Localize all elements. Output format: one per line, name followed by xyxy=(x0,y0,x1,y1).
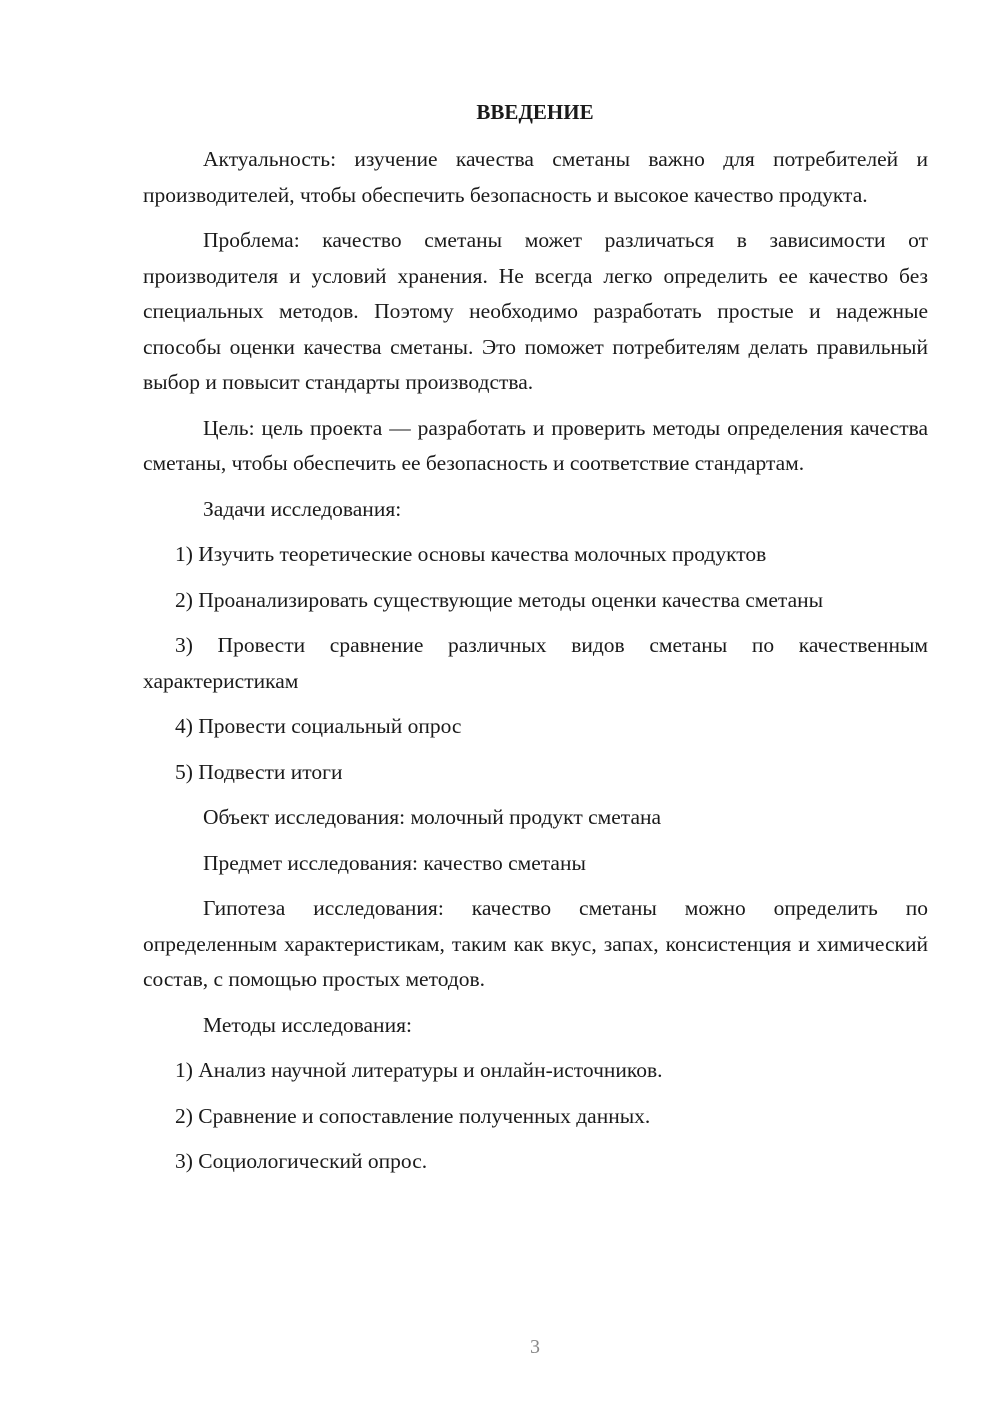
document-body xyxy=(143,142,928,1190)
task-item: 4) Провести социальный опрос xyxy=(175,714,462,738)
subject-paragraph: Предмет исследования: качество сметаны xyxy=(203,850,586,875)
method-item: 1) Анализ научной литературы и онлайн-источников. xyxy=(175,1058,663,1082)
tasks-label: Задачи исследования: xyxy=(203,496,402,521)
method-item: 2) Сравнение и сопоставление полученных данных. xyxy=(175,1103,651,1128)
task-item: 2) Проанализировать существующие методы оценки качества сметаны xyxy=(175,587,824,612)
object-paragraph: Объект исследования: молочный продукт сметана xyxy=(203,805,662,829)
relevance-paragraph: Актуальность: изучение качества сметаны важно для потребителей и производителей, чтобы обеспечить безопасность и высокое качество продукта. xyxy=(143,147,928,207)
task-item: 5) Подвести итоги xyxy=(175,759,343,784)
page-number: 3 xyxy=(530,1336,540,1358)
task-item: 1) Изучить теоретические основы качества молочных продуктов xyxy=(175,542,767,566)
methods-label: Методы исследования: xyxy=(203,1012,412,1037)
section-heading: ВВЕДЕНИЕ xyxy=(476,100,594,124)
task-item: 3) Провести сравнение различных видов сметаны по качественным характеристикам xyxy=(143,633,928,693)
hypothesis-paragraph: Гипотеза исследования: качество сметаны можно определить по определенным характеристикам, таким как вкус, запах, консистенция и химический состав, с помощью простых методов. xyxy=(143,896,928,991)
goal-paragraph: Цель: цель проекта — разработать и проверить методы определения качества сметаны, чтобы обеспечить ее безопасность и соответствие стандартам. xyxy=(143,415,928,475)
problem-paragraph: Проблема: качество сметаны может различаться в зависимости от производителя и условий хранения. Не всегда легко определить ее качество без специальных методов. Поэтому необходимо разработать простые и надежные способы оценки качества сметаны. Это поможет потребителям делать правильный выбор и повысит стандарты производства. xyxy=(143,228,928,394)
method-item: 3) Социологический опрос. xyxy=(175,1149,428,1173)
